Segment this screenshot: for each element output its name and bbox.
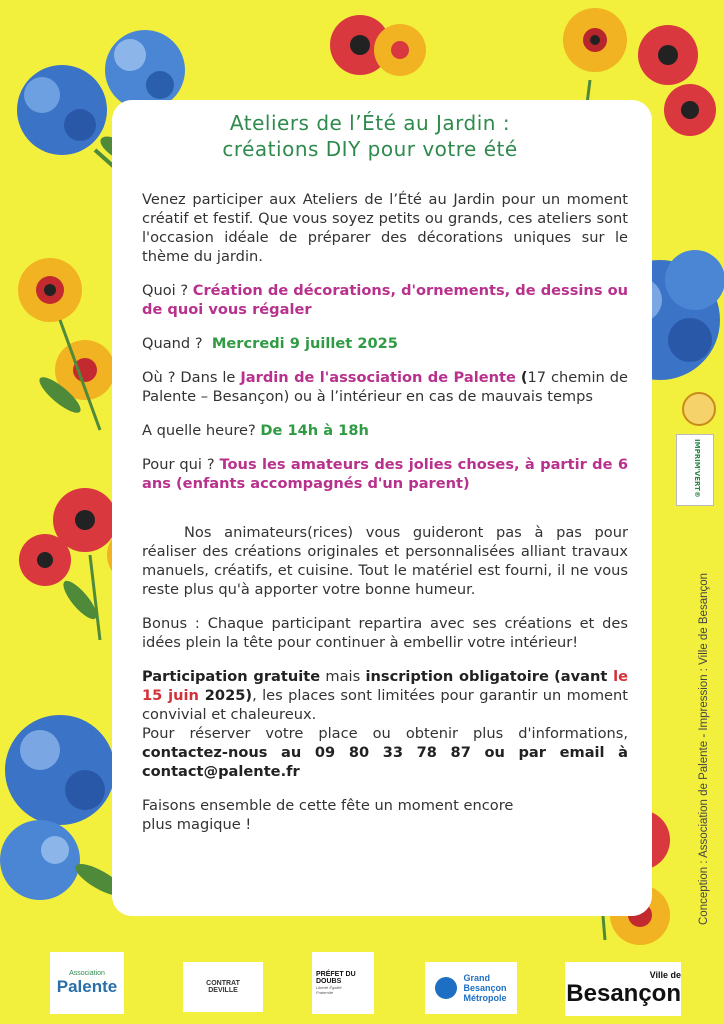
prefet-logo xyxy=(312,952,374,1014)
recycle-badge-icon xyxy=(682,392,716,426)
time-paragraph xyxy=(142,421,628,440)
poppy-top-icon xyxy=(330,15,426,76)
closing-paragraph: Faisons ensemble de cette fête un moment encore plus magique ! xyxy=(142,797,514,833)
ville-logo-small: Ville de xyxy=(649,970,681,980)
participation-deadline: le 15 juin xyxy=(142,668,629,704)
palente-logo-small: Association xyxy=(69,969,105,977)
palente-logo xyxy=(50,952,124,1014)
who-value: Tous les amateurs des jolies choses, à partir de 6 ans (enfants accompagnés d'un parent) xyxy=(142,456,628,492)
what-label: Quoi ? xyxy=(142,282,189,299)
where-place: Jardin de l'association de Palente xyxy=(240,369,516,386)
reserve-text: Pour réserver votre place ou obtenir plus d'informations, xyxy=(142,725,628,742)
what-paragraph xyxy=(142,281,628,319)
side-credit: Conception : Association de Palente - Impression : Ville de Besançon xyxy=(698,572,710,925)
participation-before: (avant xyxy=(554,668,614,685)
contrat-de-ville-logo xyxy=(183,962,263,1012)
where-rest: 17 chemin de Palente – Besançon) ou à l’intérieur en cas de mauvais temps xyxy=(142,369,628,405)
participation-free: Participation gratuite xyxy=(142,668,321,685)
prefet-logo-text: PRÉFET DU DOUBS xyxy=(316,971,356,985)
page-title xyxy=(140,110,600,162)
imprimvert-badge xyxy=(676,434,714,506)
title-line-1: Ateliers de l’Été au Jardin : xyxy=(229,111,511,135)
participation-year: 2025) xyxy=(198,687,253,704)
grand-besancon-line-1: Grand xyxy=(463,973,490,983)
where-paren: ( xyxy=(520,369,528,386)
grand-besancon-mark-icon xyxy=(435,977,457,999)
grand-besancon-line-3: Métropole xyxy=(463,993,507,1003)
animators-paragraph: Nos animateurs(rices) vous guideront pas à pas pour réaliser des créations originales et personnalisées alliant travaux manuels, créatifs, et cuisine. Tout le matériel est fourni, il ne vous reste plus qu'à apporter votre bonne humeur. xyxy=(142,524,628,598)
participation-required: inscription obligatoire xyxy=(365,668,549,685)
when-value: Mercredi 9 juillet 2025 xyxy=(211,335,398,352)
when-paragraph xyxy=(142,334,628,353)
where-label: Où ? Dans le xyxy=(142,369,236,386)
intro-paragraph: Venez participer aux Ateliers de l’Été au Jardin pour un moment créatif et festif. Que vous soyez petits ou grands, ces ateliers sont l'occasion idéale de préparer des décorations uniques sur le thème du jardin. xyxy=(142,191,628,265)
who-paragraph xyxy=(142,455,628,493)
grand-besancon-logo xyxy=(425,962,517,1014)
what-value: Création de décorations, d'ornements, de dessins ou de quoi vous régaler xyxy=(142,282,628,318)
bonus-paragraph: Bonus : Chaque participant repartira avec ses créations et des idées plein la tête pour continuer à embellir votre intérieur! xyxy=(142,615,628,651)
participation-but: mais xyxy=(320,668,366,685)
main-content xyxy=(142,190,628,849)
time-label: A quelle heure? xyxy=(142,422,256,439)
imprimvert-label: IMPRIM'VERT® xyxy=(693,439,701,498)
palente-logo-name: Palente xyxy=(56,976,118,996)
grand-besancon-line-2: Besançon xyxy=(463,983,507,993)
who-label: Pour qui ? xyxy=(142,456,215,473)
title-line-2: créations DIY pour votre été xyxy=(222,137,518,161)
contrat-logo-text: CONTRAT DEVILLE xyxy=(206,980,240,994)
participation-paragraph xyxy=(142,667,628,781)
hydrangea-bottom-left-icon xyxy=(0,715,129,902)
when-label: Quand ? xyxy=(142,335,203,352)
where-paragraph xyxy=(142,368,628,406)
ville-logo-name: Besançon xyxy=(566,980,681,1007)
time-value: De 14h à 18h xyxy=(260,422,369,439)
participation-rest: , les places sont limitées pour garantir un moment convivial et chaleureux. xyxy=(142,687,628,723)
flowers-left-middle-icon xyxy=(18,258,115,430)
ville-besancon-logo xyxy=(565,962,681,1016)
contact-info: contactez-nous au 09 80 33 78 87 ou par email à contact@palente.fr xyxy=(142,744,628,780)
grand-besancon-text xyxy=(463,973,506,1003)
prefet-logo-motto: Liberté Égalité Fraternité xyxy=(316,985,342,995)
